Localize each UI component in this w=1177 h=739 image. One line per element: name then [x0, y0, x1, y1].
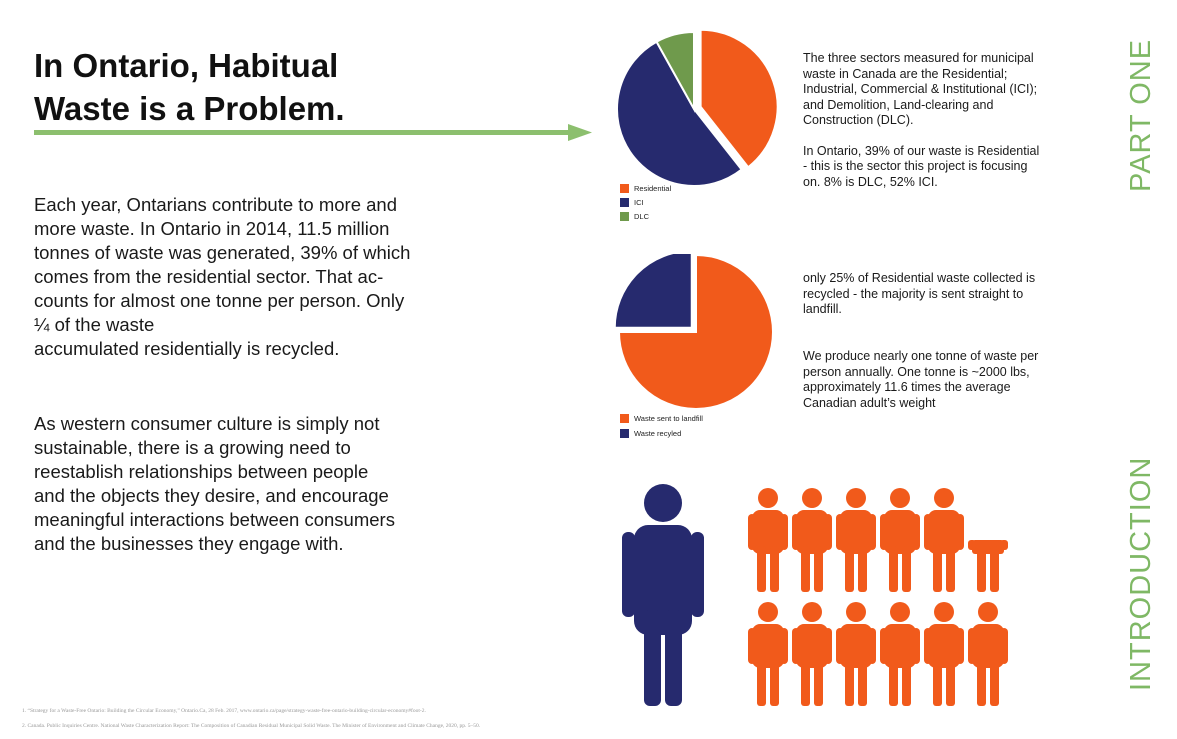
legend-label: Residential — [634, 184, 672, 193]
introduction-label: INTRODUCTION — [1125, 456, 1157, 691]
legend-item-ici — [620, 198, 644, 207]
text-line: waste in Canada are the Residential; — [803, 66, 1008, 81]
person-figures-row-1 — [748, 488, 1008, 592]
footnote-1: 1. “Strategy for a Waste-Free Ontario: Building the Circular Economy,” Ontario.Ca, 28 Feb. 2017, www.ontario.ca/page/strategy-waste-free-ontario-building-circular-economy#foot-2. — [22, 708, 426, 714]
legend-label: DLC — [634, 212, 650, 221]
legend-swatch — [620, 429, 629, 438]
person-figure — [748, 488, 788, 592]
page-title-line-1: In Ontario, Habitual — [34, 47, 339, 84]
sector-pie-legend — [620, 184, 700, 224]
legend-swatch — [620, 198, 629, 207]
person-figure — [924, 488, 964, 592]
part-one-label: PART ONE — [1125, 38, 1157, 192]
text-line: and Demolition, Land-clearing and — [803, 97, 994, 112]
text-line: on. 8% is DLC, 52% ICI. — [803, 174, 938, 189]
text-line: person annually. One tonne is ~2000 lbs, — [803, 364, 1030, 379]
person-figure — [968, 602, 1008, 706]
text-line: The three sectors measured for municipal — [803, 51, 1034, 65]
text-line: landfill. — [803, 302, 842, 316]
sector-pie-chart — [612, 28, 782, 190]
text-line: more waste. In Ontario in 2014, 11.5 million — [34, 218, 390, 239]
person-figure — [792, 602, 832, 706]
spacer — [803, 129, 1073, 144]
arrow-right-icon — [34, 122, 594, 146]
person-figure — [792, 488, 832, 592]
text-line: - this is the sector this project is focusing — [803, 159, 1028, 173]
text-line: sustainable, there is a growing need to — [34, 437, 351, 458]
pie-slice-waste-recyled — [615, 254, 692, 328]
culture-paragraph — [34, 412, 494, 556]
recycling-pie-legend — [620, 414, 730, 442]
legend-item-residential — [620, 184, 671, 193]
adult-figure — [622, 484, 704, 706]
text-line: In Ontario, 39% of our waste is Residential — [803, 143, 1040, 158]
text-line: Each year, Ontarians contribute to more and — [34, 194, 398, 215]
text-line: Industrial, Commercial & Institutional (ICI); — [803, 82, 1038, 96]
text-line: ¼ of the waste — [34, 314, 155, 335]
person-figures-row-2 — [748, 602, 1008, 706]
page-title-line-2: Waste is a Problem. — [34, 90, 345, 127]
page-title — [34, 44, 345, 130]
weight-note — [803, 349, 1073, 411]
partial-person-figure — [968, 540, 1008, 592]
text-line: counts for almost one tonne per person. Only — [34, 290, 405, 311]
text-line: meaningful interactions between consumers — [34, 509, 395, 530]
legend-label: Waste sent to landfill — [634, 414, 703, 423]
legend-item-recycled — [620, 429, 681, 438]
legend-swatch — [620, 184, 629, 193]
intro-paragraph — [34, 193, 494, 361]
text-line: Canadian adult’s weight — [803, 395, 936, 410]
people-pictogram — [610, 480, 1030, 710]
text-line: recycled - the majority is sent straight to — [803, 286, 1024, 301]
person-figure — [880, 602, 920, 706]
text-line: comes from the residential sector. That ac- — [34, 266, 384, 287]
text-line: tonnes of waste was generated, 39% of which — [34, 242, 411, 263]
footnote-2: 2. Canada. Public Inquiries Centre. National Waste Characterization Report: The Composition of Canadian Residual Municipal Solid Waste. The Minister of Environment and Climate Change, 2020, pp. 5–50. — [22, 723, 481, 729]
person-figure — [748, 602, 788, 706]
text-line: and the objects they desire, and encourage — [34, 485, 389, 506]
recycling-pie-chart — [612, 254, 782, 416]
text-line: As western consumer culture is simply not — [34, 413, 380, 434]
text-line: only 25% of Residential waste collected is — [803, 271, 1036, 285]
legend-swatch — [620, 414, 629, 423]
legend-label: ICI — [634, 198, 644, 207]
person-figure — [836, 602, 876, 706]
text-line: We produce nearly one tonne of waste per — [803, 349, 1039, 363]
text-line: accumulated residentially is recycled. — [34, 338, 340, 359]
text-line: and the businesses they engage with. — [34, 533, 344, 554]
person-figure — [924, 602, 964, 706]
legend-item-landfill — [620, 414, 703, 423]
legend-label: Waste recyled — [634, 429, 682, 438]
person-figure — [880, 488, 920, 592]
text-line: approximately 11.6 times the average — [803, 380, 1011, 394]
legend-swatch — [620, 212, 629, 221]
legend-item-dlc — [620, 212, 649, 221]
text-line: Construction (DLC). — [803, 113, 914, 127]
text-line: reestablish relationships between people — [34, 461, 369, 482]
recycle-note — [803, 271, 1073, 318]
person-figure — [836, 488, 876, 592]
sector-note — [803, 51, 1073, 190]
